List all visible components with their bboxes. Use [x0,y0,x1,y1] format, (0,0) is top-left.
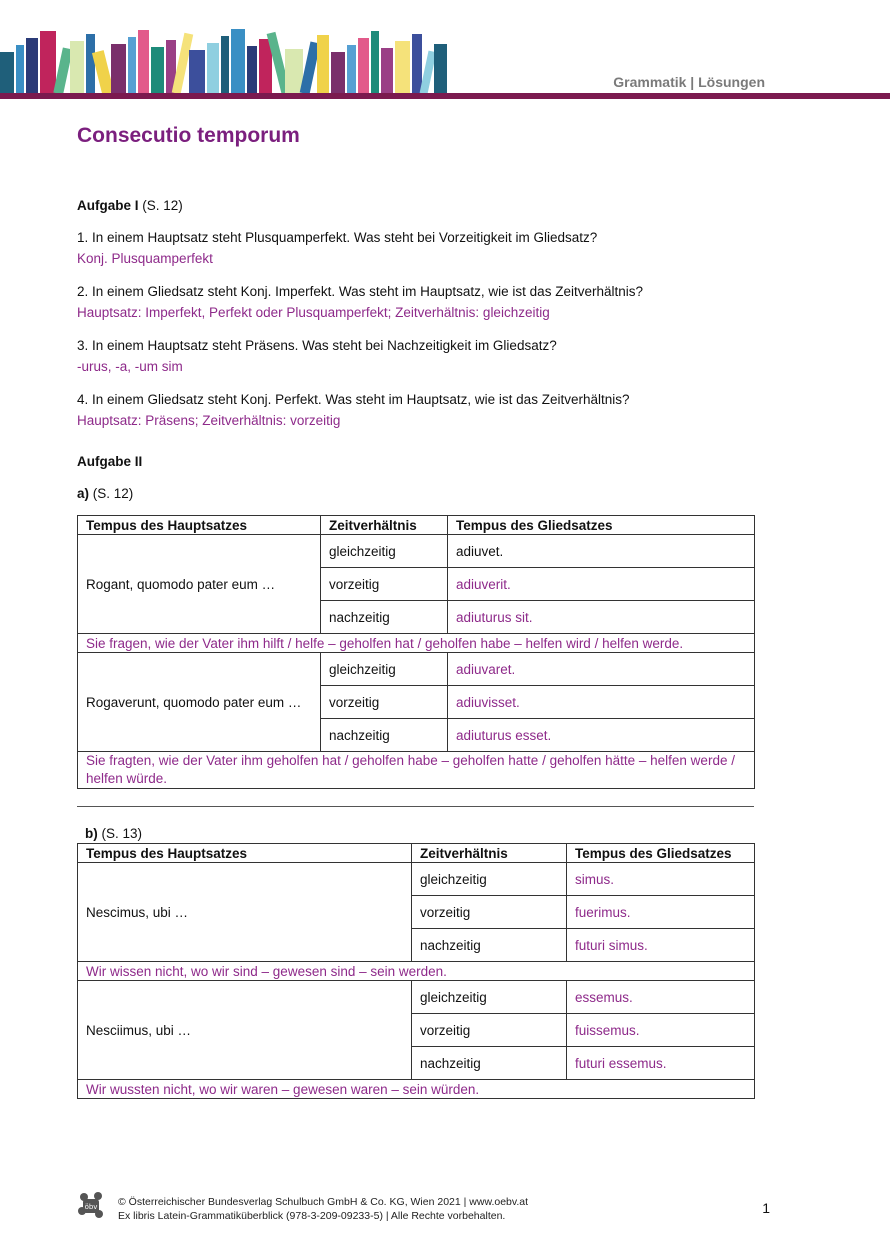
book-spine [247,46,257,94]
subclause-tense: simus. [567,863,755,896]
subclause-tense: adiuturus sit. [448,601,755,634]
aufgabe-2b-heading: b) (S. 13) [85,826,143,841]
book-spine [381,48,393,94]
book-spine [70,41,84,94]
bookshelf-banner [0,28,450,94]
book-spine [347,45,356,94]
main-clause: Nesciimus, ubi … [78,981,412,1080]
translation-row [78,634,755,653]
subclause-tense: fuissemus. [567,1014,755,1047]
aufgabe-2a-heading: a) (S. 12) [77,486,134,501]
time-relation: nachzeitig [321,601,448,634]
subclause-tense: adiuturus esset. [448,719,755,752]
book-spine [189,50,205,94]
table-row [78,653,755,686]
table-row [78,981,755,1014]
table-row [78,535,755,568]
book-spine [395,41,410,94]
footer-copyright: © Österreichischer Bundesverlag Schulbuch GmbH & Co. KG, Wien 2021 | www.oebv.at Ex libris Latein-Grammatiküberblick (978-3-209-09233-5) | Alle Rechte vorbehalten. [118,1196,529,1222]
time-relation: vorzeitig [321,568,448,601]
translation: Sie fragten, wie der Vater ihm geholfen hat / geholfen habe – geholfen hatte / geholfen hätte – helfen werde / helfen würde. [78,752,755,789]
book-spine [358,38,369,94]
time-relation: nachzeitig [412,929,567,962]
time-relation: nachzeitig [321,719,448,752]
book-spine [434,44,447,94]
column-header: Tempus des Hauptsatzes [78,516,321,535]
table-header-row [78,844,755,863]
time-relation: gleichzeitig [321,653,448,686]
answer-4: Hauptsatz: Präsens; Zeitverhältnis: vorzeitig [77,413,341,428]
time-relation: vorzeitig [321,686,448,719]
translation: Wir wussten nicht, wo wir waren – gewesen waren – sein würden. [78,1080,755,1099]
header-title: Grammatik | Lösungen [613,74,765,90]
time-relation: gleichzeitig [412,863,567,896]
book-spine [16,45,24,94]
main-clause: Rogaverunt, quomodo pater eum … [78,653,321,752]
time-relation: vorzeitig [412,1014,567,1047]
book-spine [86,34,95,94]
subclause-tense: adiuvisset. [448,686,755,719]
time-relation: gleichzeitig [321,535,448,568]
translation-row [78,962,755,981]
page-number: 1 [762,1200,770,1216]
book-spine [0,52,14,94]
column-header: Zeitverhältnis [412,844,567,863]
time-relation: vorzeitig [412,896,567,929]
subclause-tense: adiuverit. [448,568,755,601]
divider [77,806,754,807]
header-rule [0,93,890,99]
book-spine [128,37,136,94]
book-spine [138,30,149,94]
subclause-tense: adiuvaret. [448,653,755,686]
aufgabe-1-heading: Aufgabe I (S. 12) [77,198,183,213]
book-spine [221,36,229,94]
book-spine [26,38,38,94]
column-header: Tempus des Gliedsatzes [567,844,755,863]
column-header: Tempus des Gliedsatzes [448,516,755,535]
subclause-tense: futuri essemus. [567,1047,755,1080]
book-spine [331,52,345,94]
book-spine [371,31,379,94]
question-2: 2. In einem Gliedsatz steht Konj. Imperfekt. Was steht im Hauptsatz, wie ist das Zeitverhältnis? [77,284,643,299]
subclause-tense: adiuvet. [448,535,755,568]
question-1: 1. In einem Hauptsatz steht Plusquamperfekt. Was steht bei Vorzeitigkeit im Gliedsatz? [77,230,598,245]
book-spine [231,29,245,94]
table-a [77,515,755,789]
oebv-logo-text: öbv [84,1203,98,1211]
subclause-tense: essemus. [567,981,755,1014]
subclause-tense: futuri simus. [567,929,755,962]
translation: Sie fragen, wie der Vater ihm hilft / helfe – geholfen hat / geholfen habe – helfen wird / helfen werde. [78,634,755,653]
book-spine [40,31,56,94]
main-clause: Nescimus, ubi … [78,863,412,962]
table-b [77,843,755,1099]
column-header: Tempus des Hauptsatzes [78,844,412,863]
table-row [78,863,755,896]
subclause-tense: fuerimus. [567,896,755,929]
question-3: 3. In einem Hauptsatz steht Präsens. Was steht bei Nachzeitigkeit im Gliedsatz? [77,338,557,353]
question-4: 4. In einem Gliedsatz steht Konj. Perfekt. Was steht im Hauptsatz, wie ist das Zeitverhältnis? [77,392,630,407]
book-spine [111,44,126,94]
translation-row [78,752,755,789]
time-relation: nachzeitig [412,1047,567,1080]
main-clause: Rogant, quomodo pater eum … [78,535,321,634]
table-header-row [78,516,755,535]
translation-row [78,1080,755,1099]
oebv-logo-icon [77,1191,105,1221]
book-spine [207,43,219,94]
answer-2: Hauptsatz: Imperfekt, Perfekt oder Plusquamperfekt; Zeitverhältnis: gleichzeitig [77,305,550,320]
aufgabe-2-heading: Aufgabe II [77,454,143,469]
column-header: Zeitverhältnis [321,516,448,535]
book-spine [151,47,164,94]
book-spine [317,35,329,94]
time-relation: gleichzeitig [412,981,567,1014]
answer-3: -urus, -a, -um sim [77,359,183,374]
translation: Wir wissen nicht, wo wir sind – gewesen sind – sein werden. [78,962,755,981]
answer-1: Konj. Plusquamperfekt [77,251,213,266]
page-title: Consecutio temporum [77,124,300,147]
